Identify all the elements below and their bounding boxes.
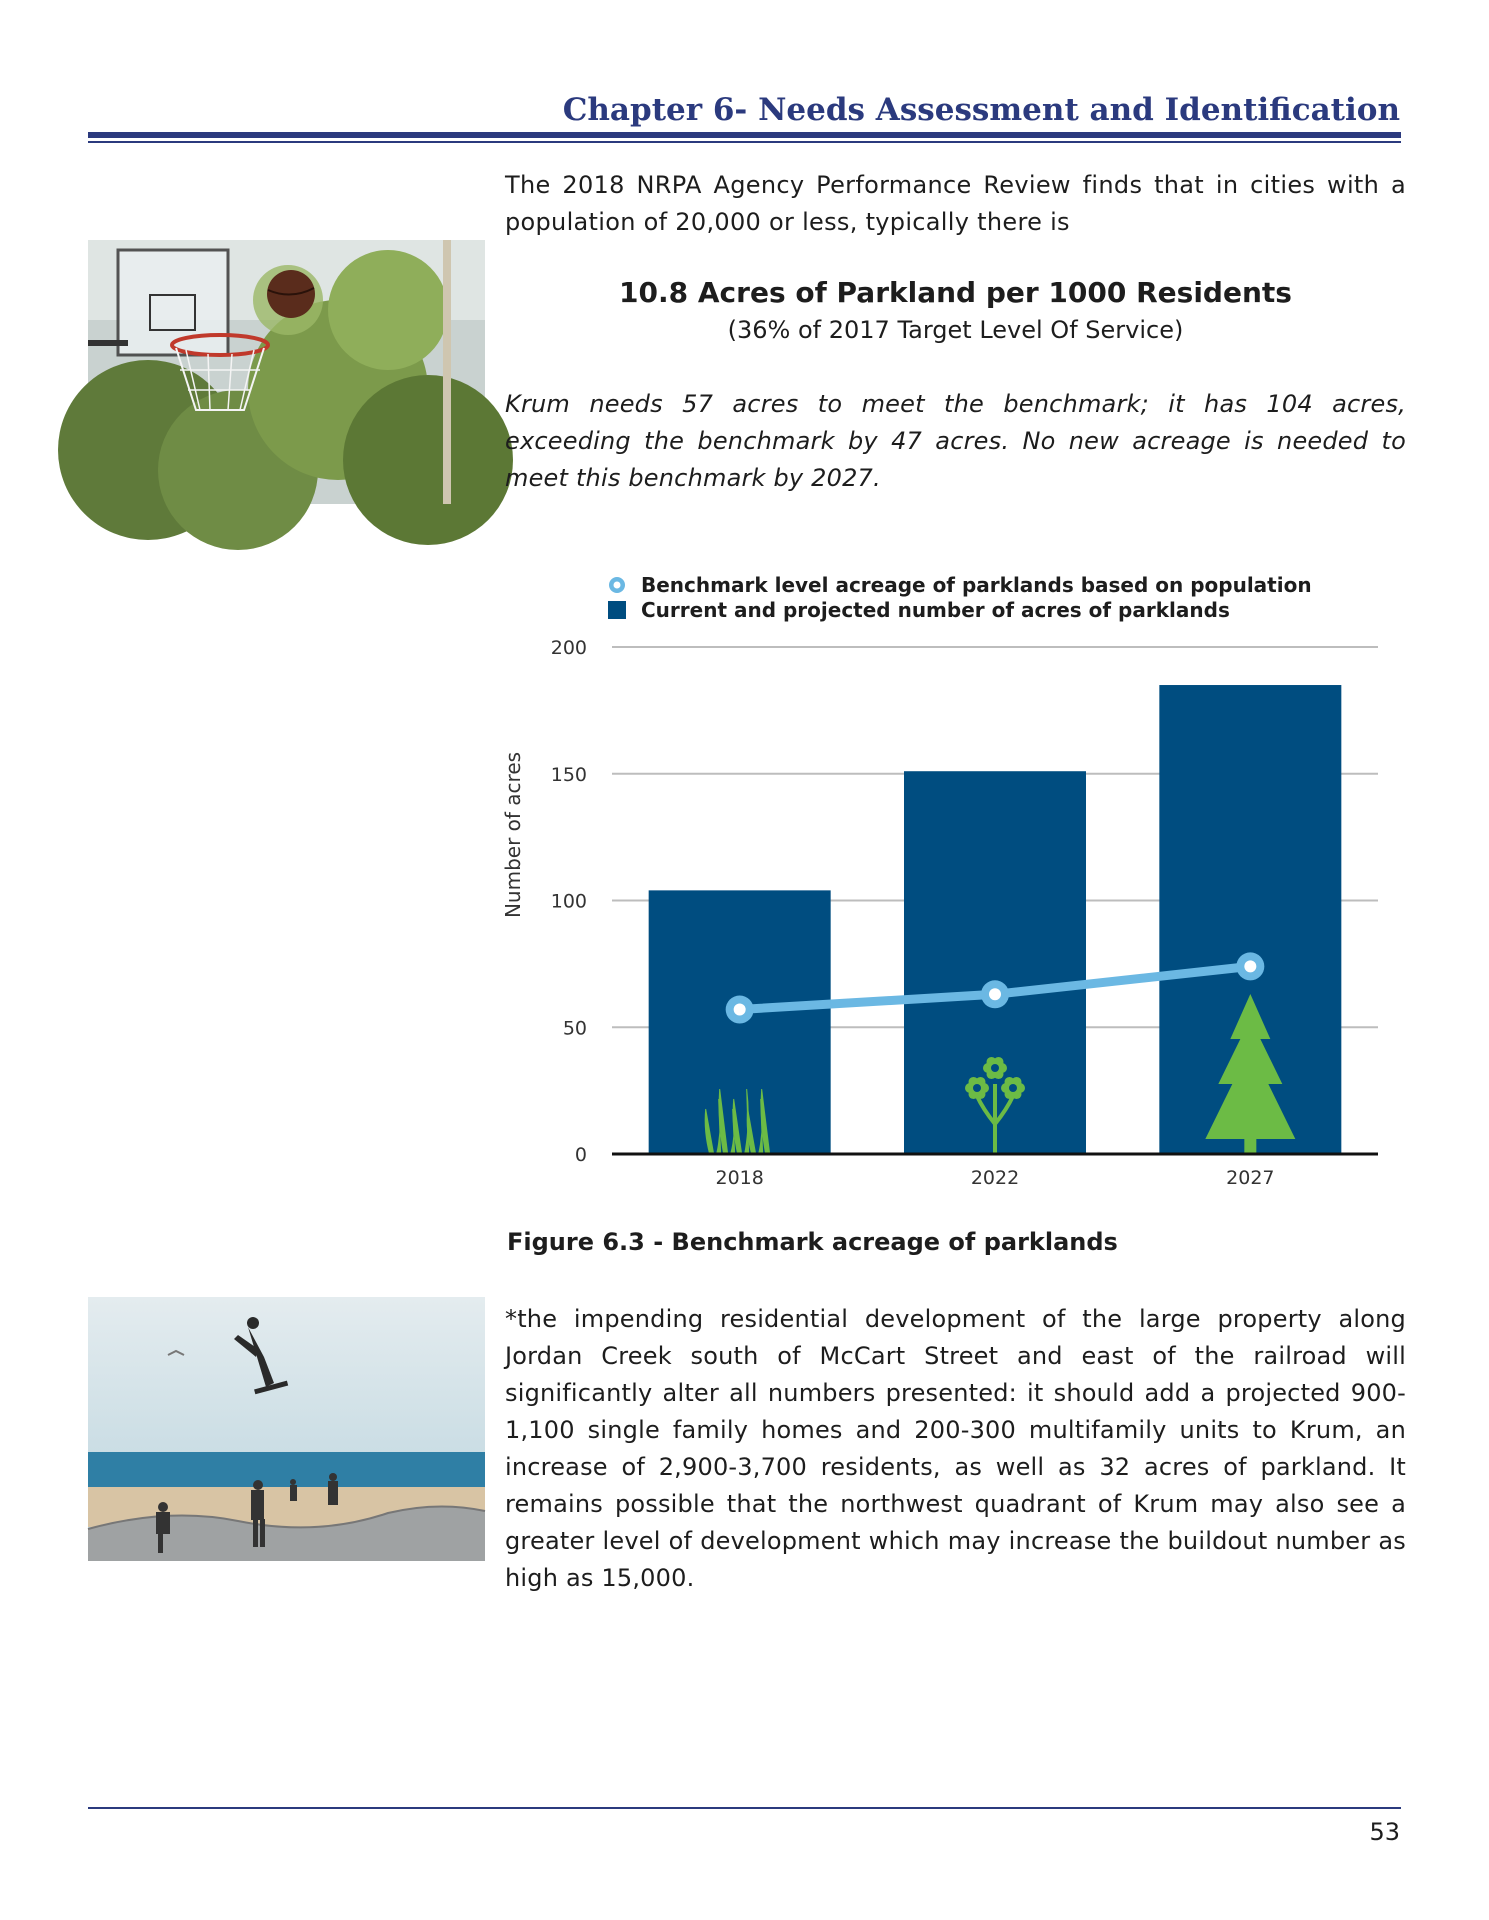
benchmark-note: Krum needs 57 acres to meet the benchmark; it has 104 acres, exceeding the benchmark by 47 acres. No new acreage is needed to meet this benchmark by 2027. [505,390,1406,492]
y-tick-label: 150 [550,763,587,786]
y-tick-label: 50 [562,1017,587,1040]
x-tick-label: 2027 [1226,1167,1275,1189]
benchmark-subhead: (36% of 2017 Target Level Of Service) [727,316,1184,344]
footer-rule [88,1807,1401,1809]
x-tick-label: 2022 [970,1167,1020,1189]
y-tick-label: 0 [574,1144,587,1166]
x-tick-label: 2018 [715,1167,764,1189]
basketball-hoop-photo [88,240,485,504]
y-tick-label: 100 [550,890,587,913]
parkland-acreage-chart [501,565,1405,1205]
header-rule [88,132,1401,138]
benchmark-point-2027 [1236,952,1264,980]
legend-line-marker [609,577,625,593]
y-tick-label: 200 [550,637,587,659]
y-axis-title: Number of acres [501,751,525,919]
legend-label-line: Benchmark level acreage of parklands based on population [641,573,1312,597]
skatepark-photo [88,1297,485,1561]
benchmark-headline: 10.8 Acres of Parkland per 1000 Residents [619,276,1292,309]
chapter-title: Chapter 6- Needs Assessment and Identification [562,92,1400,128]
figure-caption: Figure 6.3 - Benchmark acreage of parklands [507,1228,1118,1256]
benchmark-point-2018 [726,996,754,1024]
header-rule-thin [88,141,1401,143]
footnote-paragraph: *the impending residential development of the large property along Jordan Creek south of McCart Street and east of the railroad will significantly alter all numbers presented: it should add a projected 900-1,100 single family homes and 200-300 multifamily units to Krum, an increase of 2,900-3,700 residents, as well as 32 acres of parkland. It remains possible that the northwest quadrant of Krum may also see a greater level of development which may increase the buildout number as high as 15,000. [505,1305,1406,1592]
legend [608,573,1312,622]
intro-paragraph: The 2018 NRPA Agency Performance Review finds that in cities with a population of 20,000 or less, typically there is [505,171,1406,236]
benchmark-point-2022 [981,980,1009,1008]
page-number: 53 [1369,1818,1400,1846]
legend-bar-marker [608,601,626,619]
legend-label-bar: Current and projected number of acres of parklands [641,598,1230,622]
